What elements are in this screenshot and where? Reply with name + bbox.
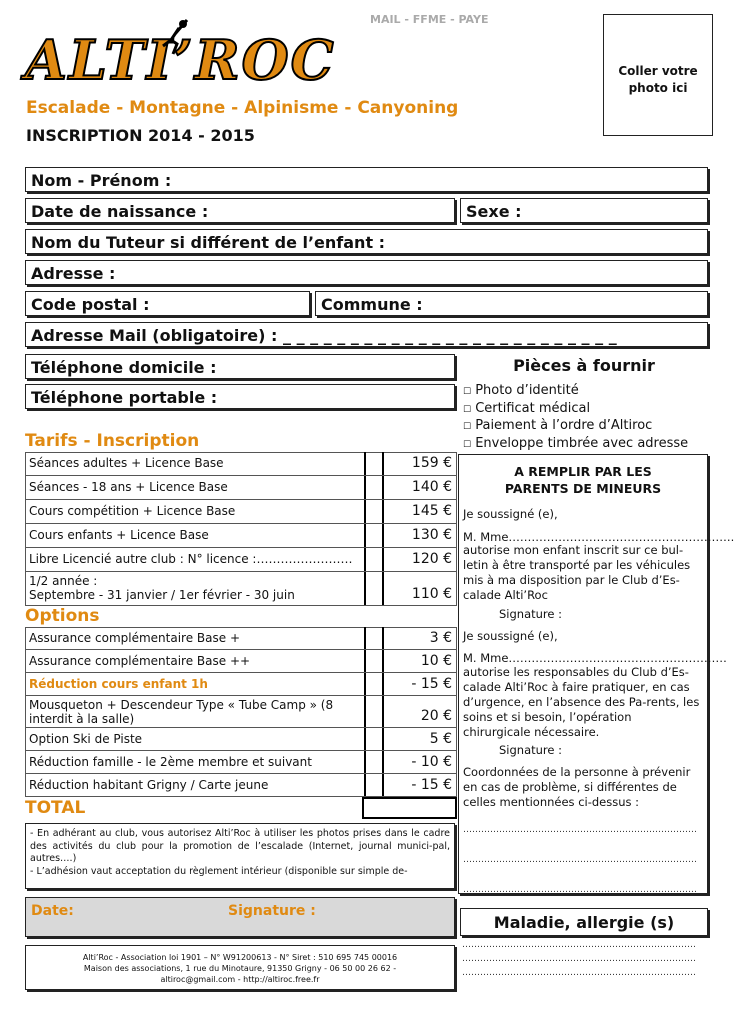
tarif-price: 130 € bbox=[411, 527, 452, 543]
option-label: Assurance complémentaire Base ++ bbox=[29, 654, 251, 668]
sexe-label: Sexe : bbox=[466, 202, 522, 221]
option-price: - 15 € bbox=[411, 676, 452, 692]
parents-p5: M. Mme………………………………………………… bbox=[463, 651, 727, 665]
tarif-checkbox[interactable] bbox=[364, 548, 384, 571]
tarif-checkbox[interactable] bbox=[364, 500, 384, 523]
tarif-price: 120 € bbox=[411, 551, 452, 567]
tuteur-label: Nom du Tuteur si différent de l’enfant : bbox=[31, 233, 386, 252]
consent-text: - En adhérant au club, vous autorisez Alti’Roc à utiliser les photos prises dans le cadre des activités du club pour la promotion de l’escalade (Internet, journal munici-pal, autres….) - L’adhésion vaut acceptation du règlement intérieur (disponible sur simple de- bbox=[30, 828, 450, 877]
tarif-row bbox=[25, 524, 457, 548]
tarif-label: Cours enfants + Licence Base bbox=[29, 528, 209, 542]
tarifs-title: Tarifs - Inscription bbox=[25, 431, 200, 451]
options-title: Options bbox=[25, 606, 100, 626]
option-price: 3 € bbox=[429, 630, 452, 646]
parents-dots-line[interactable]: …………………………………………………………………… bbox=[463, 855, 697, 865]
top-note: MAIL - FFME - PAYE bbox=[370, 13, 489, 26]
option-checkbox[interactable] bbox=[364, 650, 384, 672]
parents-p4: Je soussigné (e), bbox=[463, 629, 558, 643]
option-row bbox=[25, 751, 457, 774]
pieces-item-label: Enveloppe timbrée avec adresse bbox=[475, 435, 689, 451]
option-row bbox=[25, 774, 457, 797]
total-label: TOTAL bbox=[25, 798, 86, 818]
tarif-label: 1/2 année : Septembre - 31 janvier / 1er février - 30 juin bbox=[29, 574, 295, 602]
pieces-item[interactable] bbox=[463, 401, 688, 419]
naissance-field[interactable] bbox=[25, 198, 455, 223]
parents-signature-1: Signature : bbox=[499, 607, 563, 621]
tarif-checkbox[interactable] bbox=[364, 572, 384, 605]
tarif-row bbox=[25, 500, 457, 524]
option-label: Réduction habitant Grigny / Carte jeune bbox=[29, 778, 269, 792]
commune-label: Commune : bbox=[321, 295, 423, 314]
consent-box bbox=[25, 823, 455, 889]
tarif-checkbox[interactable] bbox=[364, 476, 384, 499]
option-price: - 10 € bbox=[411, 754, 452, 770]
pieces-title: Pièces à fournir bbox=[513, 356, 655, 375]
option-price: 5 € bbox=[429, 731, 452, 747]
tuteur-field[interactable] bbox=[25, 229, 708, 254]
option-row bbox=[25, 696, 457, 728]
date-label: Date: bbox=[31, 903, 74, 919]
pieces-item-label: Certificat médical bbox=[475, 400, 591, 416]
tarif-row bbox=[25, 548, 457, 572]
maladie-title: Maladie, allergie (s) bbox=[493, 913, 675, 932]
tarif-row bbox=[25, 476, 457, 500]
tarif-label: Séances adultes + Licence Base bbox=[29, 456, 224, 470]
option-checkbox[interactable] bbox=[364, 751, 384, 773]
option-checkbox[interactable] bbox=[364, 774, 384, 796]
parents-title: A REMPLIR PAR LES PARENTS DE MINEURS bbox=[504, 464, 662, 496]
parents-box bbox=[458, 454, 734, 895]
tel-port-label: Téléphone portable : bbox=[31, 388, 218, 407]
tarif-price: 159 € bbox=[411, 455, 452, 471]
option-row bbox=[25, 728, 457, 751]
inscription-title: INSCRIPTION 2014 - 2015 bbox=[26, 126, 255, 145]
option-price: - 15 € bbox=[411, 777, 452, 793]
option-row bbox=[25, 650, 457, 673]
footer-box bbox=[25, 945, 455, 990]
total-field[interactable] bbox=[362, 797, 457, 819]
adresse-field[interactable] bbox=[25, 260, 708, 285]
tarif-price: 110 € bbox=[411, 586, 452, 602]
tarif-row bbox=[25, 572, 457, 606]
checkbox-icon: ☐ bbox=[463, 404, 472, 415]
tel-port-field[interactable] bbox=[25, 384, 455, 409]
signature-label: Signature : bbox=[228, 903, 316, 919]
sign-box[interactable] bbox=[25, 897, 455, 937]
naissance-label: Date de naissance : bbox=[31, 202, 209, 221]
tagline: Escalade - Montagne - Alpinisme - Canyoning bbox=[26, 98, 459, 118]
checkbox-icon: ☐ bbox=[463, 422, 472, 432]
pieces-item-label: Photo d’identité bbox=[475, 383, 579, 398]
tarif-label: Cours compétition + Licence Base bbox=[29, 504, 236, 518]
commune-field[interactable] bbox=[315, 291, 708, 316]
nom-label: Nom - Prénom : bbox=[31, 171, 172, 190]
option-price: 10 € bbox=[420, 653, 452, 669]
cp-field[interactable] bbox=[25, 291, 310, 316]
option-label: Option Ski de Piste bbox=[29, 732, 143, 746]
tarif-label: Libre Licencié autre club : N° licence :…………………… bbox=[29, 552, 353, 566]
sexe-field[interactable] bbox=[460, 198, 708, 223]
parents-p1: Je soussigné (e), bbox=[463, 507, 558, 521]
logo-text: ALTI’ROC bbox=[25, 28, 336, 92]
option-label: Réduction famille - le 2ème membre et suivant bbox=[29, 755, 312, 769]
parents-p7: Coordonnées de la personne à prévenir en cas de problème, si différentes de celles mentionnées ci-dessus : bbox=[463, 765, 691, 809]
logo bbox=[25, 28, 336, 98]
option-checkbox[interactable] bbox=[364, 627, 384, 649]
parents-dots-line[interactable]: …………………………………………………………………… bbox=[463, 825, 697, 835]
photo-box bbox=[603, 14, 713, 136]
option-checkbox[interactable] bbox=[364, 673, 384, 695]
tarif-checkbox[interactable] bbox=[364, 524, 384, 547]
parents-dots-line[interactable]: …………………………………………………………………… bbox=[463, 885, 697, 895]
tarif-checkbox[interactable] bbox=[364, 452, 384, 475]
option-label: Réduction cours enfant 1h bbox=[29, 677, 208, 691]
tel-dom-field[interactable] bbox=[25, 354, 455, 379]
option-checkbox[interactable] bbox=[364, 696, 384, 727]
option-label: Assurance complémentaire Base + bbox=[29, 631, 240, 645]
parents-p2: M. Mme………………………………………………….. bbox=[463, 530, 734, 544]
option-row bbox=[25, 673, 457, 696]
tarif-label: Séances - 18 ans + Licence Base bbox=[29, 480, 228, 494]
maladie-dots-line[interactable]: …………………………………………………………………… bbox=[462, 940, 696, 950]
tarif-row bbox=[25, 452, 457, 476]
parents-p6: autorise les responsables du Club d’Es-calade Alti’Roc à faire pratiquer, en cas d’urgence, en l’absence des Pa-rents, les soins et si besoin, l’opération chirurgicale nécessaire. bbox=[463, 665, 700, 739]
pieces-item[interactable] bbox=[463, 418, 688, 436]
parents-signature-2: Signature : bbox=[499, 743, 563, 757]
footer-text: Alti’Roc - Association loi 1901 – N° W91200613 - N° Siret : 510 695 745 00016 Maison des associations, 1 rue du Minotaure, 91350 Grigny - 06 50 00 26 62 - altiroc@gmail.com - http://altiroc.free.fr bbox=[82, 953, 398, 984]
mail-label: Adresse Mail (obligatoire) : _ _ _ _ _ _ _ _ _ _ _ _ _ _ _ _ _ _ _ _ _ _ _ _ _ bbox=[31, 326, 617, 345]
maladie-dots-line[interactable]: …………………………………………………………………… bbox=[462, 954, 696, 964]
checkbox-icon: ☐ bbox=[463, 387, 472, 397]
photo-box-label: Coller votre photo ici bbox=[618, 64, 698, 95]
cp-label: Code postal : bbox=[31, 295, 150, 314]
climber-icon bbox=[157, 16, 197, 56]
pieces-item[interactable] bbox=[463, 383, 688, 401]
tarif-price: 140 € bbox=[411, 479, 452, 495]
option-row bbox=[25, 627, 457, 650]
maladie-box bbox=[460, 908, 708, 936]
maladie-dots-line[interactable]: …………………………………………………………………… bbox=[462, 968, 696, 978]
mail-field[interactable] bbox=[25, 322, 708, 347]
pieces-item-label: Paiement à l’ordre d’Altiroc bbox=[475, 418, 653, 433]
option-checkbox[interactable] bbox=[364, 728, 384, 750]
option-label: Mousqueton + Descendeur Type « Tube Camp » (8 interdit à la salle) bbox=[29, 698, 334, 726]
nom-field[interactable] bbox=[25, 167, 708, 192]
pieces-list bbox=[463, 383, 688, 453]
adresse-label: Adresse : bbox=[31, 264, 116, 283]
tarif-price: 145 € bbox=[411, 503, 452, 519]
parents-p3: autorise mon enfant inscrit sur ce bul-letin à être transporté par les véhicules mis à ma disposition par le Club d’Es-calade Alti’Roc bbox=[463, 543, 691, 602]
option-price: 20 € bbox=[420, 708, 452, 724]
tel-dom-label: Téléphone domicile : bbox=[31, 358, 217, 377]
checkbox-icon: ☐ bbox=[463, 439, 472, 450]
pieces-item[interactable] bbox=[463, 436, 688, 454]
